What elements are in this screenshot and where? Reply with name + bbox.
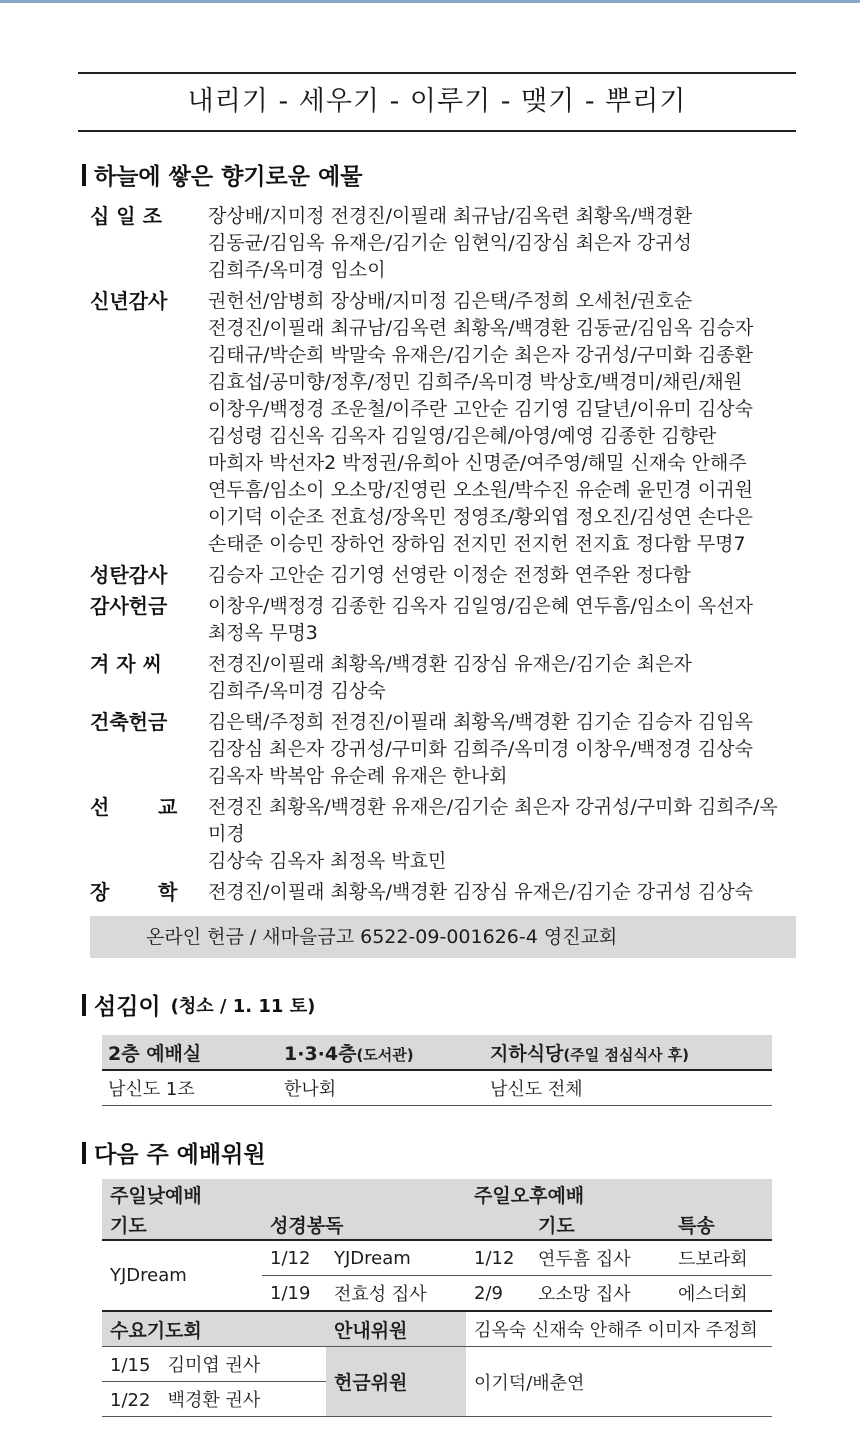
wednesday-date: 1/22 [110, 1390, 151, 1411]
online-offering-banner: 온라인 헌금 / 새마을금고 6522-09-001626-4 영진교회 [90, 916, 796, 958]
offering-row [78, 288, 796, 558]
offering-names: 전경진/이필래 최황옥/백경환 김장심 유재은/김기순 강귀성 김상숙 [208, 881, 753, 903]
prayer-person: YJDream [102, 1240, 262, 1311]
cleaning-cell: 한나회 [278, 1070, 484, 1106]
offering-names: 전경진 최황옥/백경환 유재은/김기순 최은자 강귀성/구미화 김희주/옥미경 김상숙 김옥자 최정옥 박효민 [208, 796, 778, 872]
afternoon-prayer: 연두흠 집사 [530, 1240, 670, 1276]
wednesday-label: 수요기도회 [102, 1311, 326, 1347]
afternoon-date: 1/12 [466, 1240, 530, 1276]
special-song: 드보라회 [670, 1240, 772, 1276]
offerings-title: 하늘에 쌓은 향기로운 예물 [94, 164, 363, 190]
offering-category: 감사헌금 [90, 594, 168, 618]
offering-row [78, 709, 796, 790]
offering-row [78, 794, 796, 875]
next-week-title: 다음 주 예배위원 [94, 1142, 266, 1168]
offering-names: 이창우/백정경 김종한 김옥자 김일영/김은혜 연두흠/임소이 옥선자 최정옥 무명3 [208, 595, 753, 644]
worship-committee-table [102, 1179, 772, 1417]
top-border [0, 0, 860, 3]
ushers: 김옥숙 신재숙 안해주 이미자 주정희 [466, 1311, 772, 1347]
next-week-heading [78, 1136, 796, 1169]
col-special: 특송 [670, 1209, 772, 1240]
special-song: 에스더회 [670, 1276, 772, 1312]
morning-service-label: 주일낮예배 [102, 1179, 466, 1209]
wednesday-row [102, 1382, 326, 1417]
afternoon-date: 2/9 [466, 1276, 530, 1312]
reader: 전효성 집사 [326, 1276, 466, 1312]
offering-category: 장 학 [90, 880, 178, 904]
motto-banner: 내리기 - 세우기 - 이루기 - 맺기 - 뿌리기 [187, 86, 687, 117]
reading-date: 1/12 [262, 1240, 326, 1276]
offering-row [78, 203, 796, 284]
wednesday-row [102, 1347, 326, 1382]
cleaning-cell: 남신도 전체 [484, 1070, 772, 1106]
offering-row [78, 562, 796, 589]
offering-category: 겨 자 씨 [90, 652, 162, 676]
offering-committee-label: 헌금위원 [326, 1347, 466, 1417]
heading-bar-icon [82, 1142, 86, 1164]
wednesday-date: 1/15 [110, 1355, 151, 1376]
cleaning-header: 1·3·4층(도서관) [278, 1035, 484, 1070]
cleaning-table [102, 1035, 772, 1106]
afternoon-service-label: 주일오후예배 [466, 1179, 772, 1209]
cleaning-cell: 남신도 1조 [102, 1070, 278, 1106]
offering-names: 전경진/이필래 최황옥/백경환 김장심 유재은/김기순 최은자 김희주/옥미경 김상숙 [208, 653, 692, 702]
cleaning-header: 2층 예배실 [102, 1035, 278, 1070]
wednesday-leader: 김미엽 권사 [167, 1355, 261, 1376]
offerings-list [78, 203, 796, 906]
col-reading: 성경봉독 [262, 1209, 530, 1240]
offering-category: 신년감사 [90, 289, 168, 313]
afternoon-prayer: 오소망 집사 [530, 1276, 670, 1312]
servers-title: 섬김이 [94, 994, 161, 1020]
offering-category: 성탄감사 [90, 563, 168, 587]
wednesday-leader: 백경환 권사 [167, 1390, 261, 1411]
offering-category: 건축헌금 [90, 710, 168, 734]
banner-bottom-rule [78, 130, 796, 132]
offering-committee-members: 이기덕/배춘연 [466, 1347, 772, 1417]
cleaning-header: 지하식당(주일 점심식사 후) [484, 1035, 772, 1070]
offering-category: 선 교 [90, 795, 178, 819]
heading-bar-icon [82, 164, 86, 186]
offering-row [78, 593, 796, 647]
offering-names: 김승자 고안순 김기영 선영란 이정순 전정화 연주완 정다함 [208, 564, 691, 586]
usher-label: 안내위원 [326, 1311, 466, 1347]
servers-heading [78, 988, 796, 1021]
offering-category: 십 일 조 [90, 204, 162, 228]
offering-names: 권헌선/암병희 장상배/지미정 김은택/주정희 오세천/권호순 전경진/이필래 최규남/김옥련 최황옥/백경환 김동균/김임옥 김승자 김태규/박순희 박말숙 유재은/김기순 최은자 강귀성/구미화 김종환 김효섭/공미향/정후/정민 김희주/옥미경 박상호/백경미/채린/채원 이창우/백정경 조운철/이주란 고안순 김기영 김달년/이유미 김상숙 김성령 김신옥 김옥자 김일영/김은혜/아영/예영 김종한 김향란 마희자 박선자2 박정권/유희아 신명준/여주영/해밀 신재숙 안해주 연두흠/임소이 오소망/진영린 오소원/박수진 유순례 윤민경 이귀원 이기덕 이순조 전효성/장옥민 정영조/황외엽 정오진/김성연 손다은 손태준 이승민 장하언 장하임 전지민 전지헌 전지효 정다함 무명7 [208, 290, 754, 555]
offering-row [78, 651, 796, 705]
reader: YJDream [326, 1240, 466, 1276]
offering-names: 김은택/주정희 전경진/이필래 최황옥/백경환 김기순 김승자 김임옥 김장심 최은자 강귀성/구미화 김희주/옥미경 이창우/백정경 김상숙 김옥자 박복암 유순례 유재은 한나회 [208, 711, 753, 787]
offering-row [78, 879, 796, 906]
col-prayer: 기도 [102, 1209, 262, 1240]
col-prayer-afternoon: 기도 [530, 1209, 670, 1240]
offering-names: 장상배/지미정 전경진/이필래 최규남/김옥련 최황옥/백경환 김동균/김임옥 유재은/김기순 임현익/김장심 최은자 강귀성 김희주/옥미경 임소이 [208, 205, 693, 281]
offerings-heading [78, 158, 796, 191]
heading-bar-icon [82, 994, 86, 1016]
bulletin-page [78, 72, 796, 1417]
reading-date: 1/19 [262, 1276, 326, 1312]
servers-subtitle: (청소 / 1. 11 토) [170, 995, 316, 1017]
